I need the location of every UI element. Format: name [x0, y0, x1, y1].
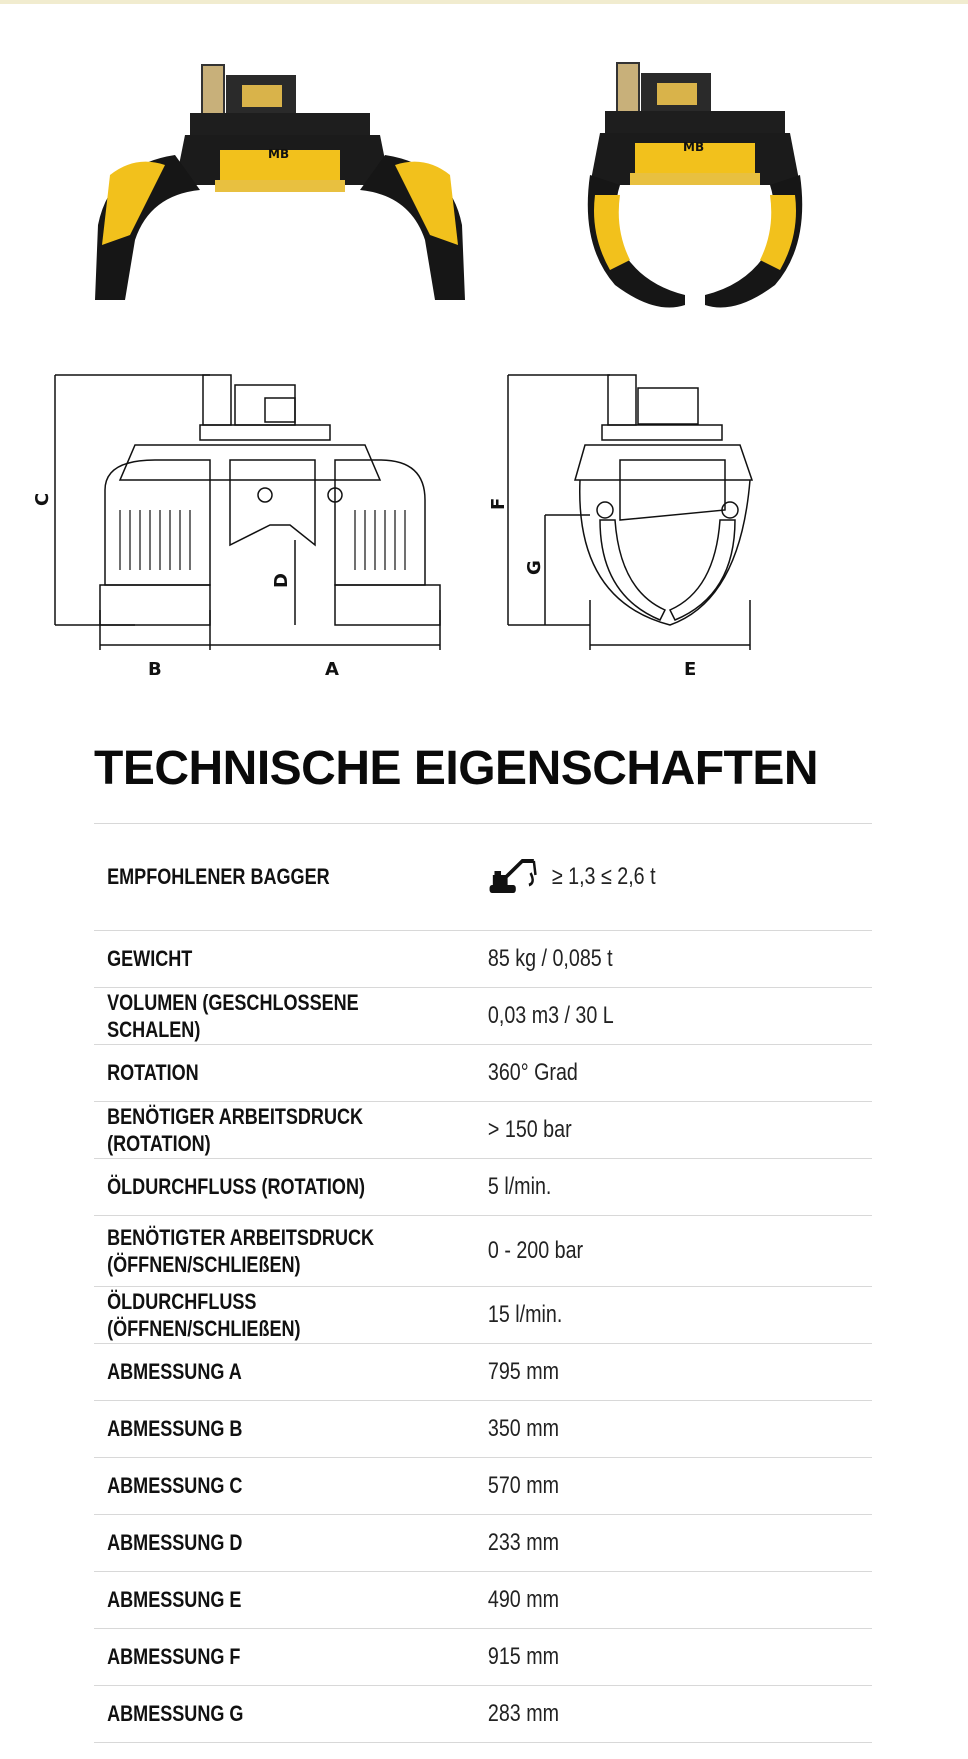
spec-label: VOLUMEN (GESCHLOSSENE SCHALEN) [107, 989, 359, 1042]
spec-row [94, 1102, 872, 1159]
dim-label-e: E [684, 659, 697, 680]
dim-label-c: C [32, 492, 53, 506]
spec-row [94, 1344, 872, 1401]
spec-label: ÖLDURCHFLUSS (ÖFFNEN/SCHLIEßEN) [107, 1288, 301, 1341]
spec-label: ABMESSUNG C [107, 1473, 243, 1499]
spec-value: 85 kg / 0,085 t [487, 945, 613, 972]
spec-label: BENÖTIGER ARBEITSDRUCK (ROTATION) [107, 1103, 364, 1156]
spec-row [94, 1515, 872, 1572]
spec-label: ÖLDURCHFLUSS (ROTATION) [107, 1174, 365, 1200]
spec-row [94, 1045, 872, 1102]
spec-row [94, 1159, 872, 1216]
spec-value: 350 mm [487, 1415, 560, 1442]
spec-value: > 150 bar [487, 1116, 572, 1143]
spec-value: 490 mm [487, 1586, 560, 1613]
spec-row [94, 1401, 872, 1458]
spec-value: 0 - 200 bar [487, 1237, 584, 1264]
excavator-icon [488, 855, 539, 899]
spec-row-excavator [94, 824, 872, 931]
dim-label-b: B [148, 659, 162, 680]
spec-row [94, 1216, 872, 1287]
closed-grab-logo: MB [683, 140, 705, 154]
spec-value: 0,03 m3 / 30 L [487, 1002, 614, 1029]
spec-label: ABMESSUNG G [107, 1701, 244, 1727]
spec-value: 5 l/min. [487, 1173, 552, 1200]
front-view-drawing [490, 370, 790, 680]
spec-label: EMPFOHLENER BAGGER [107, 864, 330, 890]
spec-label: ABMESSUNG B [107, 1416, 243, 1442]
section-title: TECHNISCHE EIGENSCHAFTEN [94, 742, 819, 795]
side-view-drawing [32, 370, 465, 680]
spec-value [483, 855, 802, 899]
spec-row [94, 1287, 872, 1344]
spec-label: ABMESSUNG D [107, 1530, 243, 1556]
spec-value: 360° Grad [487, 1059, 578, 1086]
spec-table [94, 823, 872, 1743]
dim-label-a: A [325, 659, 339, 680]
spec-row [94, 1458, 872, 1515]
spec-row [94, 1629, 872, 1686]
spec-label: ABMESSUNG A [107, 1359, 242, 1385]
dim-label-f: F [488, 497, 509, 510]
spec-value: 283 mm [487, 1700, 560, 1727]
spec-row [94, 1686, 872, 1743]
spec-label: ROTATION [107, 1060, 199, 1086]
spec-value: 233 mm [487, 1529, 560, 1556]
spec-label: GEWICHT [107, 946, 193, 972]
dim-label-g: G [524, 560, 545, 575]
grab-closed-icon [585, 55, 805, 315]
spec-value: 15 l/min. [487, 1301, 563, 1328]
spec-value: 570 mm [487, 1472, 560, 1499]
open-grab-logo: MB [268, 147, 290, 161]
spec-label: ABMESSUNG E [107, 1587, 242, 1613]
spec-value-text: ≥ 1,3 ≤ 2,6 t [551, 863, 656, 890]
dim-label-d: D [271, 573, 292, 588]
spec-label: ABMESSUNG F [107, 1644, 241, 1670]
spec-label: BENÖTIGTER ARBEITSDRUCK (ÖFFNEN/SCHLIEßEN) [107, 1224, 375, 1277]
spec-value: 795 mm [487, 1358, 560, 1385]
spec-row [94, 1572, 872, 1629]
spec-value: 915 mm [487, 1643, 560, 1670]
product-images [0, 0, 968, 700]
spec-row [94, 988, 872, 1045]
spec-row [94, 931, 872, 988]
grab-open-icon [90, 55, 470, 315]
